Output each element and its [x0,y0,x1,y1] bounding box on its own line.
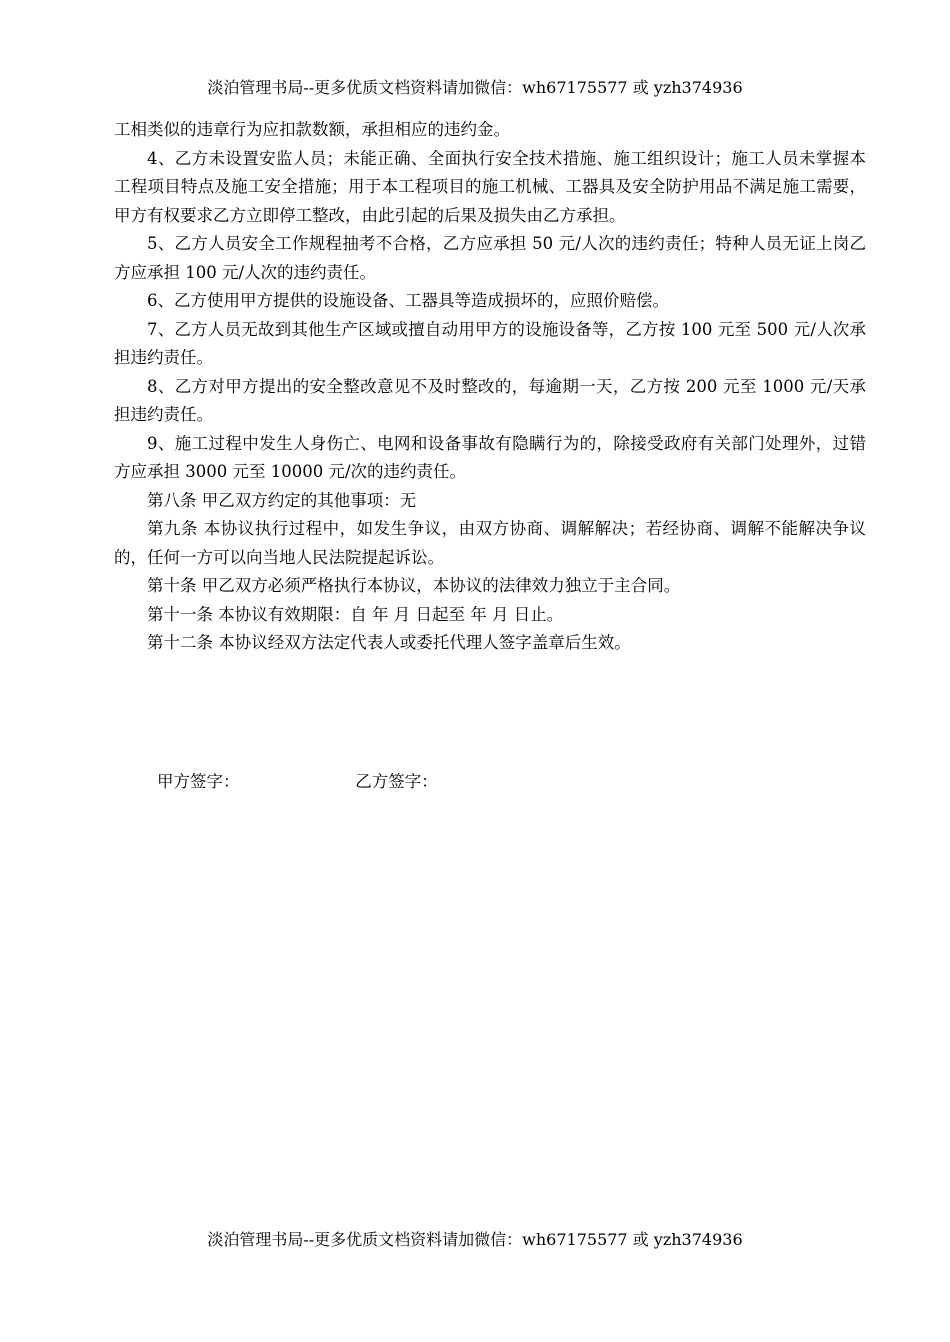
clause-4: 4、乙方未设置安监人员；未能正确、全面执行安全技术措施、施工组织设计；施工人员未掌握本工程项目特点及施工安全措施；用于本工程项目的施工机械、工器具及安全防护用品不满足施工需要，甲方有权要求乙方立即停工整改，由此引起的后果及损失由乙方承担。 [114,148,866,225]
article-12: 第十二条 本协议经双方法定代表人或委托代理人签字盖章后生效。 [147,633,631,652]
page-header: 淡泊管理书局--更多优质文档资料请加微信：wh67175577 或 yzh374936 [207,78,743,97]
signature-block [157,770,438,794]
clause-9: 9、施工过程中发生人身伤亡、电网和设备事故有隐瞒行为的，除接受政府有关部门处理外，过错方应承担 3000 元至 10000 元/次的违约责任。 [114,433,866,481]
clause-6: 6、乙方使用甲方提供的设施设备、工器具等造成损坏的，应照价赔偿。 [147,291,669,310]
continuation-paragraph: 工相类似的违章行为应扣款数额，承担相应的违约金。 [114,120,510,139]
clause-8: 8、乙方对甲方提出的安全整改意见不及时整改的，每逾期一天，乙方按 200 元至 1000 元/天承担违约责任。 [114,376,866,424]
party-a-signature-label: 甲方签字： [157,772,240,791]
article-11: 第十一条 本协议有效期限：自 年 月 日起至 年 月 日止。 [147,604,564,624]
clause-5: 5、乙方人员安全工作规程抽考不合格，乙方应承担 50 元/人次的违约责任；特种人员无证上岗乙方应承担 100 元/人次的违约责任。 [114,234,866,282]
article-9: 第九条 本协议执行过程中，如发生争议，由双方协商、调解解决；若经协商、调解不能解决争议的，任何一方可以向当地人民法院提起诉讼。 [114,519,866,567]
page-footer: 淡泊管理书局--更多优质文档资料请加微信：wh67175577 或 yzh374936 [207,1230,743,1249]
clause-7: 7、乙方人员无故到其他生产区域或擅自动用甲方的设施设备等，乙方按 100 元至 500 元/人次承担违约责任。 [114,319,866,367]
party-b-signature-label: 乙方签字： [355,772,438,791]
document-body [114,116,866,658]
article-8: 第八条 甲乙双方约定的其他事项：无 [147,490,417,510]
article-10: 第十条 甲乙双方必须严格执行本协议，本协议的法律效力独立于主合同。 [147,576,681,595]
